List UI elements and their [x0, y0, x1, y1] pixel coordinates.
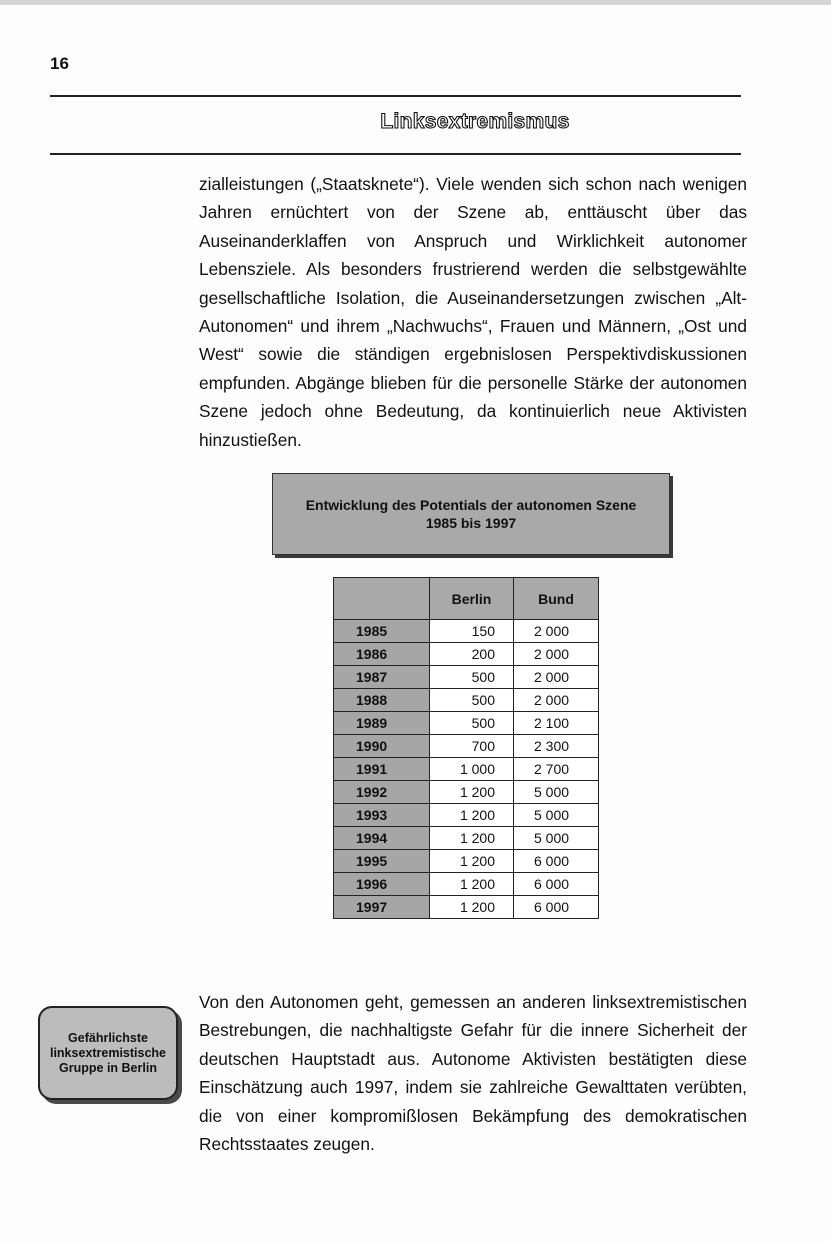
column-header-berlin: Berlin	[430, 578, 514, 620]
year-cell: 1996	[334, 873, 430, 896]
bund-cell: 2 000	[514, 620, 599, 643]
year-cell: 1989	[334, 712, 430, 735]
table-row	[334, 804, 599, 827]
page-number: 16	[50, 54, 69, 73]
bund-cell: 6 000	[514, 850, 599, 873]
table-row	[334, 735, 599, 758]
bund-cell: 2 000	[514, 689, 599, 712]
table-body	[334, 620, 599, 919]
bund-cell: 2 700	[514, 758, 599, 781]
berlin-cell: 200	[430, 643, 514, 666]
year-cell: 1988	[334, 689, 430, 712]
table-caption-box	[272, 473, 670, 555]
berlin-cell: 700	[430, 735, 514, 758]
year-cell: 1990	[334, 735, 430, 758]
margin-note-box	[38, 1006, 178, 1100]
header-rule-bottom	[50, 153, 741, 155]
table-header-row	[334, 578, 599, 620]
header-rule-top	[50, 95, 741, 97]
table-row	[334, 620, 599, 643]
table-row	[334, 896, 599, 919]
year-cell: 1987	[334, 666, 430, 689]
bund-cell: 2 100	[514, 712, 599, 735]
margin-note: Gefährlichste linksextremistische Gruppe in Berlin	[49, 1030, 167, 1075]
bund-cell: 2 000	[514, 666, 599, 689]
year-cell: 1985	[334, 620, 430, 643]
year-cell: 1993	[334, 804, 430, 827]
year-cell: 1992	[334, 781, 430, 804]
year-cell: 1995	[334, 850, 430, 873]
berlin-cell: 1 000	[430, 758, 514, 781]
running-title: Linksextremismus	[380, 110, 570, 133]
table-corner-header	[334, 578, 430, 620]
berlin-cell: 1 200	[430, 896, 514, 919]
scan-edge	[0, 0, 831, 5]
table-row	[334, 689, 599, 712]
berlin-cell: 1 200	[430, 873, 514, 896]
berlin-cell: 1 200	[430, 827, 514, 850]
table-row	[334, 666, 599, 689]
bund-cell: 2 000	[514, 643, 599, 666]
bund-cell: 5 000	[514, 781, 599, 804]
bund-cell: 6 000	[514, 873, 599, 896]
berlin-cell: 1 200	[430, 804, 514, 827]
year-cell: 1994	[334, 827, 430, 850]
bund-cell: 6 000	[514, 896, 599, 919]
table-row	[334, 850, 599, 873]
year-cell: 1997	[334, 896, 430, 919]
table-row	[334, 643, 599, 666]
year-cell: 1991	[334, 758, 430, 781]
table-caption: Entwicklung des Potentials der autonomen Szene 1985 bis 1997	[305, 497, 637, 531]
berlin-cell: 500	[430, 689, 514, 712]
body-paragraph: Von den Autonomen geht, gemessen an anderen linksextremistischen Bestrebungen, die nachhaltigste Gefahr für die innere Sicherheit der deutschen Hauptstadt aus. Autonome Aktivisten bestätigten diese Einschätzung auch 1997, indem sie zahlreiche Gewalttaten verübten, die von einer kompromißlosen Bekämpfung des demokratischen Rechtsstaates zeugen.	[199, 992, 747, 1155]
berlin-cell: 500	[430, 666, 514, 689]
bund-cell: 2 300	[514, 735, 599, 758]
body-paragraph: zialleistungen („Staatsknete“). Viele wenden sich schon nach wenigen Jahren ernüchtert von der Szene ab, enttäuscht über das Auseinanderklaffen von Anspruch und Wirklichkeit autonomer Lebensziele. Als besonders frustrierend werden die selbstgewählte gesellschaftliche Isolation, die Auseinandersetzungen zwischen „Alt-Autonomen“ und ihrem „Nachwuchs“, Frauen und Männern, „Ost und West“ sowie die ständigen ergebnislosen Perspektivdiskussionen empfunden. Abgänge blieben für die personelle Stärke der autonomen Szene jedoch ohne Bedeutung, da kontinuierlich neue Aktivisten hinzustießen.	[199, 174, 747, 450]
berlin-cell: 150	[430, 620, 514, 643]
table-row	[334, 781, 599, 804]
berlin-cell: 1 200	[430, 781, 514, 804]
berlin-cell: 1 200	[430, 850, 514, 873]
potential-table	[333, 577, 599, 919]
table-row	[334, 827, 599, 850]
year-cell: 1986	[334, 643, 430, 666]
bund-cell: 5 000	[514, 804, 599, 827]
column-header-bund: Bund	[514, 578, 599, 620]
table-row	[334, 712, 599, 735]
table-row	[334, 873, 599, 896]
berlin-cell: 500	[430, 712, 514, 735]
bund-cell: 5 000	[514, 827, 599, 850]
table-row	[334, 758, 599, 781]
